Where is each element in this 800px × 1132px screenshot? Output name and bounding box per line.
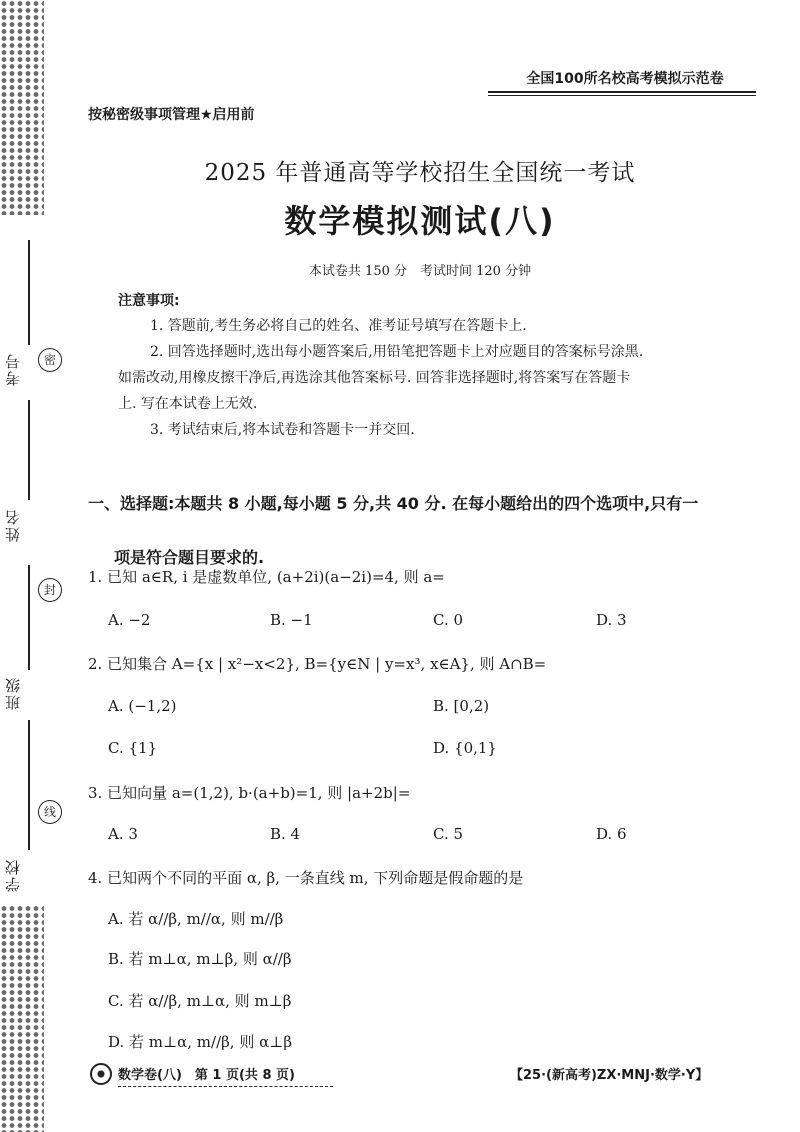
option: C. 5 — [433, 825, 464, 843]
series-name: 全国100所名校高考模拟示范卷 — [526, 71, 724, 87]
binding-line — [28, 565, 30, 670]
footer-logo-icon — [90, 1063, 112, 1085]
section-heading-line: 一、选择题:本题共 8 小题,每小题 5 分,共 40 分. 在每小题给出的四个选项中,只有一 — [88, 494, 699, 513]
side-label-school: 学校 — [4, 858, 22, 892]
option: D. {0,1} — [433, 739, 497, 757]
option: A. (−1,2) — [108, 697, 177, 715]
seal-mark-mi: 密 — [38, 348, 62, 372]
exam-subtitle: 数学模拟测试(八) — [284, 202, 556, 240]
confidential-notice: 按秘密级事项管理★启用前 — [88, 107, 255, 123]
question-stem: 1. 已知 a∈R, i 是虚数单位, (a+2i)(a−2i)=4, 则 a= — [88, 568, 445, 586]
page-indicator: 数学卷(八) 第 1 页(共 8 页) — [118, 1068, 295, 1083]
option: C. 若 α//β, m⊥α, 则 m⊥β — [108, 992, 292, 1010]
header-rule — [488, 91, 756, 93]
seal-mark-feng: 封 — [38, 578, 62, 602]
option: B. −1 — [270, 611, 313, 629]
binding-line — [28, 720, 30, 850]
exam-meta: 本试卷共 150 分 考试时间 120 分钟 — [308, 264, 532, 279]
side-label-exam-number: 考号 — [4, 352, 22, 386]
question-stem: 3. 已知向量 a=(1,2), b·(a+b)=1, 则 |a+2b|= — [88, 784, 411, 802]
option: D. 3 — [596, 611, 627, 629]
binding-dots-bottom — [0, 905, 44, 1132]
option: D. 若 m⊥α, m//β, 则 α⊥β — [108, 1033, 293, 1051]
seal-mark-xian: 线 — [38, 800, 62, 824]
question-stem: 2. 已知集合 A={x | x²−x<2}, B={y∈N | y=x³, x∈A}, 则 A∩B= — [88, 655, 547, 673]
header-rule — [488, 95, 756, 96]
notice-item: 1. 答题前,考生务必将自己的姓名、准考证号填写在答题卡上. — [150, 318, 527, 334]
notice-item: 如需改动,用橡皮擦干净后,再选涂其他答案标号. 回答非选择题时,将答案写在答题卡 — [118, 370, 631, 386]
notice-item: 上. 写在本试卷上无效. — [118, 396, 258, 412]
binding-line — [28, 400, 30, 500]
section-heading-line: 项是符合题目要求的. — [114, 548, 265, 567]
option: B. 4 — [270, 825, 301, 843]
side-label-name: 姓名 — [4, 508, 22, 542]
option: B. 若 m⊥α, m⊥β, 则 α//β — [108, 950, 292, 968]
binding-line — [28, 240, 30, 345]
option: A. 若 α//β, m//α, 则 m//β — [108, 910, 284, 928]
notice-heading: 注意事项: — [118, 293, 180, 309]
option: C. {1} — [108, 739, 158, 757]
footer-underline — [118, 1083, 333, 1087]
notice-body — [118, 313, 748, 443]
option: D. 6 — [596, 825, 627, 843]
side-label-class: 班级 — [4, 676, 22, 710]
option: B. [0,2) — [433, 697, 490, 715]
option: A. 3 — [108, 825, 138, 843]
option: A. −2 — [108, 611, 151, 629]
question-stem: 4. 已知两个不同的平面 α, β, 一条直线 m, 下列命题是假命题的是 — [88, 869, 524, 887]
notice-item: 3. 考试结束后,将本试卷和答题卡一并交回. — [150, 422, 415, 438]
exam-title: 2025 年普通高等学校招生全国统一考试 — [204, 160, 636, 186]
paper-code: 【25·(新高考)ZX·MNJ·数学·Y】 — [510, 1068, 709, 1083]
option: C. 0 — [433, 611, 464, 629]
notice-item: 2. 回答选择题时,选出每小题答案后,用铅笔把答题卡上对应题目的答案标号涂黑. — [150, 344, 644, 360]
